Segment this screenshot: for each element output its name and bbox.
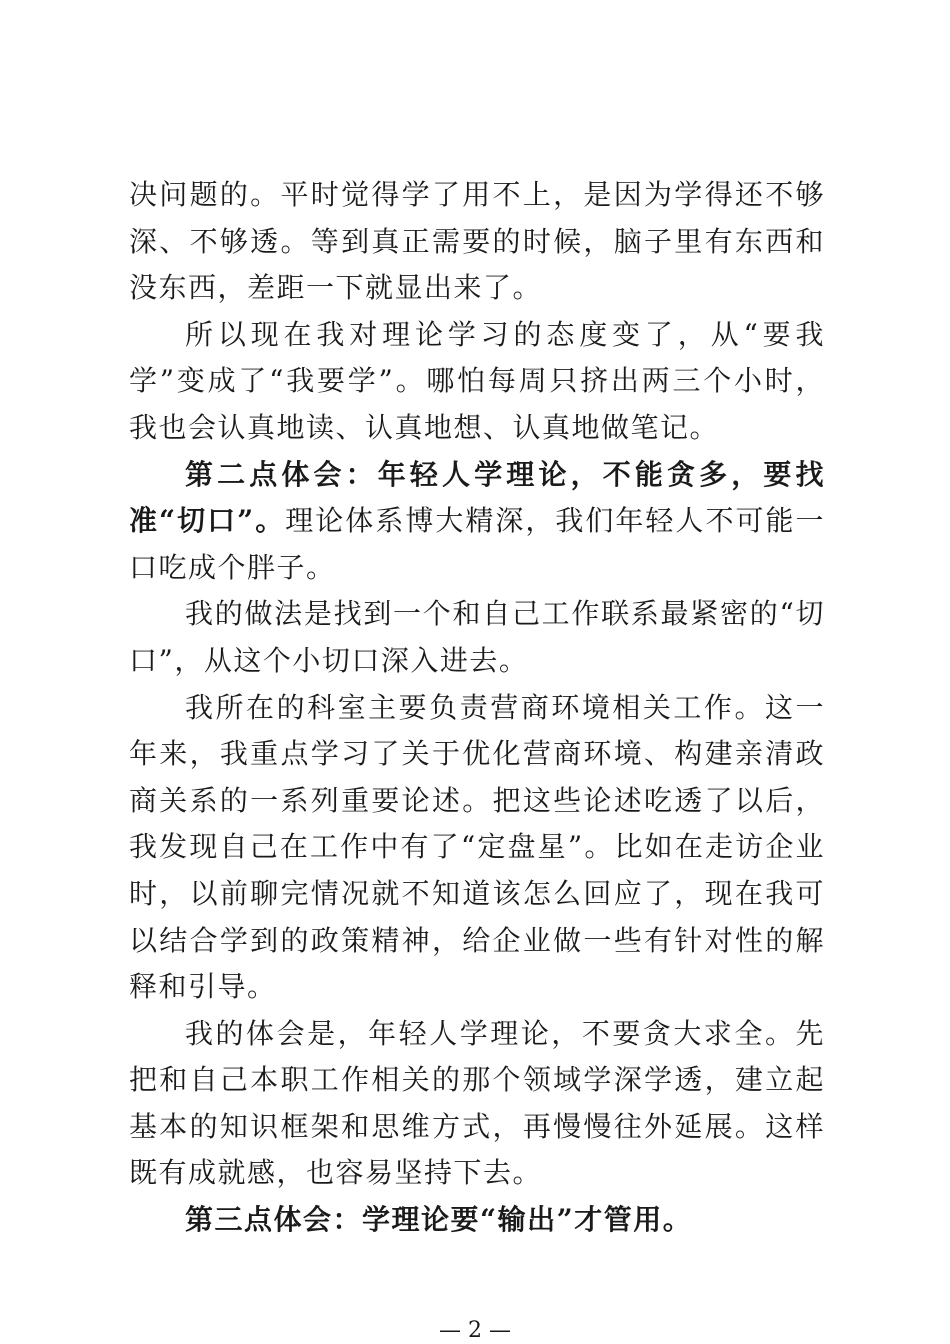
paragraph-3-text: 理论体系博大精深，我们年轻人不可能一口吃成个胖子。	[129, 504, 825, 584]
heading-point-2: 第二点体会：年轻人学理论，不能贪多，要找准“切口”。	[129, 457, 825, 538]
paragraph-3	[129, 452, 825, 592]
paragraph-6: 我的体会是，年轻人学理论，不要贪大求全。先把和自己本职工作相关的那个领域学深学透，建立起基本的知识框架和思维方式，再慢慢往外延展。这样既有成就感，也容易坚持下去。	[129, 1016, 825, 1190]
page-number: — 2 —	[439, 1318, 511, 1343]
paragraph-4: 我的做法是找到一个和自己工作联系最紧密的“切口”，从这个小切口深入进去。	[129, 597, 825, 677]
heading-point-3: 第三点体会：学理论要“输出”才管用。	[185, 1203, 693, 1237]
paragraph-1: 决问题的。平时觉得学了用不上，是因为学得还不够深、不够透。等到真正需要的时候，脑子里有东西和没东西，差距一下就显出来了。	[129, 178, 825, 305]
paragraph-2: 所以现在我对理论学习的态度变了，从“要我学”变成了“我要学”。哪怕每周只挤出两三个小时，我也会认真地读、认真地想、认真地做笔记。	[129, 317, 825, 444]
body-text	[129, 172, 825, 1244]
paragraph-5: 我所在的科室主要负责营商环境相关工作。这一年来，我重点学习了关于优化营商环境、构建亲清政商关系的一系列重要论述。把这些论述吃透了以后，我发现自己在工作中有了“定盘星”。比如在走访企业时，以前聊完情况就不知道该怎么回应了，现在我可以结合学到的政策精神，给企业做一些有针对性的解释和引导。	[129, 690, 825, 1004]
